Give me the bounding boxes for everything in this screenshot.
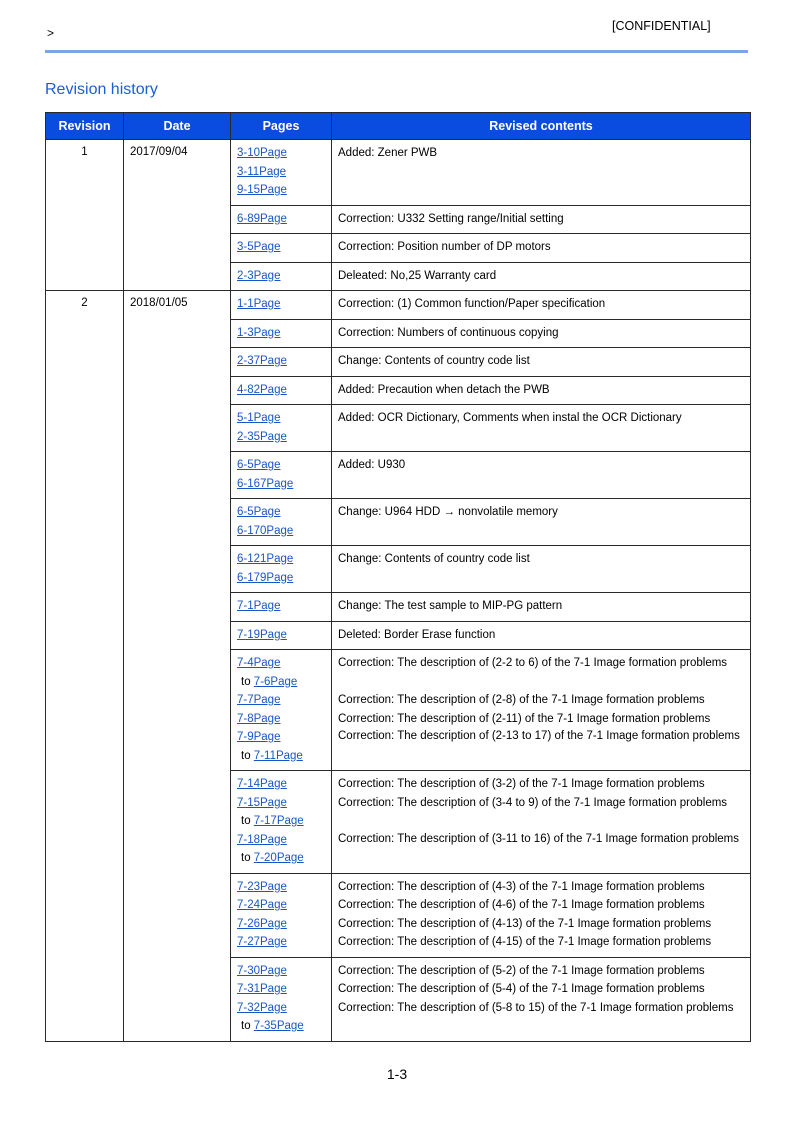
page-link[interactable]: 1-1Page	[237, 298, 281, 310]
page-link[interactable]: 7-17Page	[253, 815, 304, 827]
page-link[interactable]: 2-37Page	[237, 355, 287, 367]
revision-description: Correction: U332 Setting range/Initial setting	[338, 212, 564, 225]
page-reference	[237, 999, 325, 1018]
page-link[interactable]: 7-23Page	[237, 880, 287, 893]
page-link[interactable]: 7-32Page	[237, 1001, 287, 1014]
header-divider	[45, 50, 748, 53]
page-reference	[237, 812, 325, 831]
revision-description: Added: U930	[338, 459, 406, 471]
page-number: 1-3	[386, 1066, 408, 1082]
revised-contents-cell	[332, 376, 751, 405]
page-reference	[237, 831, 325, 850]
revised-contents-cell	[332, 771, 751, 874]
page-reference	[237, 210, 325, 229]
page-reference	[237, 710, 325, 729]
page-reference	[237, 673, 325, 692]
pages-cell	[231, 650, 332, 771]
page-link[interactable]: 6-5Page	[237, 459, 281, 471]
page-link[interactable]: 7-6Page	[253, 675, 298, 688]
header-revised-contents: Revised contents	[332, 113, 751, 140]
page-link[interactable]: 3-5Page	[237, 241, 281, 253]
page-link[interactable]: 4-82Page	[237, 383, 287, 396]
revision-description: Correction: The description of (3-2) of the 7-1 Image formation problems	[338, 778, 705, 790]
revised-contents-cell	[332, 650, 751, 771]
page-link[interactable]: 3-10Page	[237, 147, 287, 159]
pages-cell	[231, 262, 332, 291]
pages-cell	[231, 546, 332, 593]
page-link[interactable]: 7-15Page	[237, 796, 287, 809]
page-link[interactable]: 6-167Page	[237, 477, 294, 490]
pages-cell	[231, 621, 332, 650]
revision-description: Correction: The description of (2-8) of the 7-1 Image formation problems	[338, 694, 705, 706]
revision-description: Correction: The description of (4-3) of the 7-1 Image formation problems	[338, 880, 705, 893]
revision-description: Correction: Position number of DP motors	[338, 241, 551, 253]
breadcrumb-arrow: >	[47, 26, 55, 40]
revision-description: Deleated: No,25 Warranty card	[338, 269, 497, 282]
revision-number: 1	[46, 140, 124, 291]
page-reference	[237, 550, 325, 569]
revision-description: Correction: The description of (2-11) of the 7-1 Image formation problems	[338, 712, 711, 725]
revision-description: Correction: (1) Common function/Paper specification	[338, 298, 606, 310]
revision-description: Correction: Numbers of continuous copying	[338, 326, 559, 339]
page-link[interactable]: 7-30Page	[237, 964, 287, 977]
range-to-label: to	[241, 749, 254, 762]
revised-contents-cell	[332, 234, 751, 263]
revised-contents-cell	[332, 140, 751, 206]
revision-description: Correction: The description of (3-11 to 16) of the 7-1 Image formation problems	[338, 832, 739, 845]
page-reference	[237, 626, 325, 645]
page-reference	[237, 267, 325, 286]
page-link[interactable]: 7-11Page	[253, 749, 303, 762]
revision-history-table	[45, 112, 751, 1042]
pages-cell	[231, 205, 332, 234]
page-reference	[237, 980, 325, 999]
page-reference	[237, 238, 325, 257]
revision-description: Change: Contents of country code list	[338, 553, 530, 565]
revision-date: 2018/01/05	[124, 291, 231, 1042]
range-to-label: to	[241, 815, 254, 827]
page-reference	[237, 896, 325, 915]
page-reference	[237, 794, 325, 813]
pages-cell	[231, 499, 332, 546]
table-header-row	[46, 113, 751, 140]
page-link[interactable]: 2-3Page	[237, 269, 281, 282]
revision-description: Correction: The description of (2-2 to 6) of the 7-1 Image formation problems	[338, 657, 728, 669]
revised-contents-cell	[332, 546, 751, 593]
page-reference	[237, 597, 325, 616]
header-revision: Revision	[46, 113, 124, 140]
page-reference	[237, 428, 325, 447]
revision-description: Added: Zener PWB	[338, 147, 438, 159]
revision-description: Change: The test sample to MIP-PG pattern	[338, 600, 563, 612]
page-link[interactable]: 7-8Page	[237, 712, 281, 725]
revision-description: Correction: The description of (4-15) of the 7-1 Image formation problems	[338, 936, 712, 948]
page-reference	[237, 181, 325, 200]
page-reference	[237, 915, 325, 934]
confidential-label: [CONFIDENTIAL]	[612, 19, 711, 33]
page-title: Revision history	[45, 81, 158, 98]
pages-cell	[231, 348, 332, 377]
revision-description: Correction: The description of (5-4) of the 7-1 Image formation problems	[338, 983, 705, 995]
page-reference	[237, 144, 325, 163]
page-reference	[237, 503, 325, 522]
page-reference	[237, 324, 325, 343]
pages-cell	[231, 291, 332, 320]
page-link[interactable]: 3-11Page	[237, 165, 287, 178]
pages-cell	[231, 234, 332, 263]
table-row	[46, 291, 751, 320]
page-reference	[237, 352, 325, 371]
page-reference	[237, 295, 325, 314]
revision-description: Change: U964 HDD → nonvolatile memory	[338, 506, 558, 518]
revised-contents-cell	[332, 873, 751, 957]
revised-contents-cell	[332, 348, 751, 377]
pages-cell	[231, 873, 332, 957]
table-body	[46, 140, 751, 1042]
page-link[interactable]: 7-19Page	[237, 628, 287, 641]
revision-number: 2	[46, 291, 124, 1042]
page-reference	[237, 962, 325, 981]
pages-cell	[231, 593, 332, 622]
page-link[interactable]: 7-7Page	[237, 694, 281, 706]
revised-contents-cell	[332, 205, 751, 234]
page-link[interactable]: 7-31Page	[237, 983, 287, 995]
revised-contents-cell	[332, 957, 751, 1041]
pages-cell	[231, 957, 332, 1041]
page-link[interactable]: 2-35Page	[237, 430, 287, 443]
page-link[interactable]: 1-3Page	[237, 326, 281, 339]
header-pages: Pages	[231, 113, 332, 140]
revision-date: 2017/09/04	[124, 140, 231, 291]
revised-contents-cell	[332, 593, 751, 622]
revision-description: Correction: The description of (3-4 to 9) of the 7-1 Image formation problems	[338, 796, 728, 809]
page-reference	[237, 849, 325, 868]
page-reference	[237, 381, 325, 400]
page-link[interactable]: 7-35Page	[253, 1020, 304, 1032]
page-link[interactable]: 7-18Page	[237, 833, 287, 846]
revised-contents-cell	[332, 452, 751, 499]
revision-description	[338, 673, 744, 692]
revision-description	[338, 812, 744, 831]
revised-contents-cell	[332, 621, 751, 650]
page-link[interactable]: 7-9Page	[237, 731, 281, 743]
revised-contents-cell	[332, 291, 751, 320]
page-link[interactable]: 5-1Page	[237, 412, 281, 424]
pages-cell	[231, 319, 332, 348]
page-reference	[237, 728, 325, 747]
page-reference	[237, 1017, 325, 1036]
revision-description: Correction: The description of (4-6) of the 7-1 Image formation problems	[338, 899, 705, 911]
range-to-label: to	[241, 675, 254, 688]
revision-description: Correction: The description of (4-13) of the 7-1 Image formation problems	[338, 917, 712, 930]
page-link[interactable]: 7-24Page	[237, 899, 287, 911]
page-reference	[237, 691, 325, 710]
revision-description: Correction: The description of (5-8 to 15) of the 7-1 Image formation problems	[338, 1001, 734, 1014]
revision-description: Deleted: Border Erase function	[338, 628, 496, 641]
revised-contents-cell	[332, 319, 751, 348]
revision-description: Added: Precaution when detach the PWB	[338, 383, 550, 396]
pages-cell	[231, 452, 332, 499]
page-link[interactable]: 6-170Page	[237, 524, 294, 537]
page-reference	[237, 475, 325, 494]
revision-description: Correction: The description of (5-2) of the 7-1 Image formation problems	[338, 964, 705, 977]
header-date: Date	[124, 113, 231, 140]
pages-cell	[231, 140, 332, 206]
revised-contents-cell	[332, 405, 751, 452]
page-reference	[237, 456, 325, 475]
page-link[interactable]: 9-15Page	[237, 184, 287, 196]
page-reference	[237, 569, 325, 588]
page-link[interactable]: 7-4Page	[237, 657, 281, 669]
page-link[interactable]: 7-27Page	[237, 936, 287, 948]
page-reference	[237, 163, 325, 182]
page-reference	[237, 522, 325, 541]
page-reference	[237, 775, 325, 794]
revised-contents-cell	[332, 262, 751, 291]
pages-cell	[231, 405, 332, 452]
pages-cell	[231, 376, 332, 405]
range-to-label: to	[241, 1020, 254, 1032]
revision-description: Added: OCR Dictionary, Comments when instal the OCR Dictionary	[338, 412, 682, 424]
page-reference	[237, 654, 325, 673]
page-reference	[237, 933, 325, 952]
range-to-label: to	[241, 852, 254, 864]
page-link[interactable]: 7-20Page	[253, 852, 304, 864]
page-link[interactable]: 7-26Page	[237, 917, 287, 930]
page-link[interactable]: 7-14Page	[237, 778, 287, 790]
table-row	[46, 140, 751, 206]
page-link[interactable]: 6-179Page	[237, 571, 294, 584]
page-reference	[237, 747, 325, 766]
revised-contents-cell	[332, 499, 751, 546]
page-link[interactable]: 6-89Page	[237, 212, 287, 225]
revision-description: Change: Contents of country code list	[338, 355, 530, 367]
revision-description: Correction: The description of (2-13 to 17) of the 7-1 Image formation problems	[338, 730, 740, 742]
page-link[interactable]: 7-1Page	[237, 600, 281, 612]
page-reference	[237, 409, 325, 428]
pages-cell	[231, 771, 332, 874]
page-link[interactable]: 6-5Page	[237, 506, 281, 518]
page-link[interactable]: 6-121Page	[237, 553, 294, 565]
page-reference	[237, 878, 325, 897]
